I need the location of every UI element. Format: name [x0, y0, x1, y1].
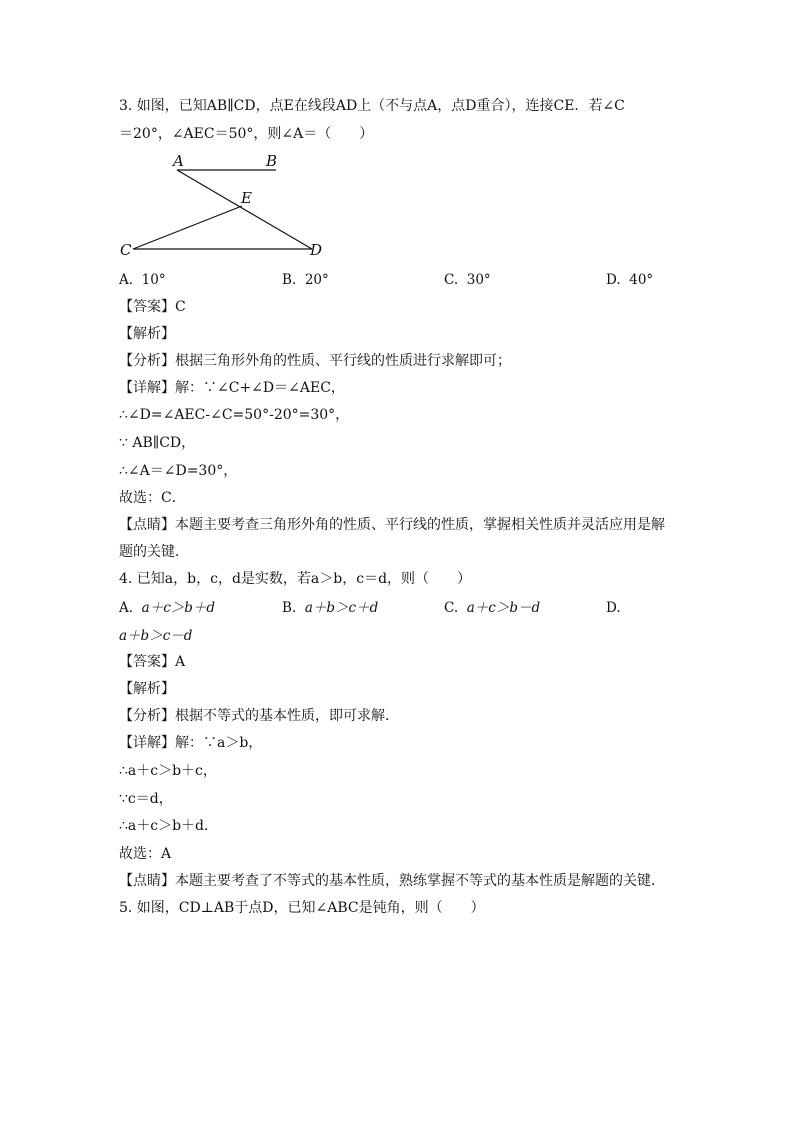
q4-choose: 故选：A — [119, 846, 172, 862]
q3-answer: 【答案】C — [119, 299, 186, 315]
q3-detail-3: ∵ AB∥CD， — [119, 435, 196, 451]
q4-option-b: B. a＋b＞c＋d — [282, 600, 379, 616]
q3-option-d: D. 40° — [606, 272, 654, 288]
q4-analysis-tag: 【解析】 — [119, 681, 175, 697]
q3-analysis-tag: 【解析】 — [119, 326, 175, 342]
q3-fenxi: 【分析】根据三角形外角的性质、平行线的性质进行求解即可； — [119, 353, 511, 369]
label-d: D — [310, 241, 323, 259]
q4-option-d-wrap: a＋b＞c－d — [119, 628, 193, 644]
segment-ce — [133, 206, 242, 249]
q4-detail-1: 【详解】解：∵a＞b， — [119, 735, 263, 751]
q3-option-a: A. 10° — [119, 272, 166, 288]
q4-detail-3: ∵c＝d， — [119, 791, 173, 807]
q4-option-a: A. a＋c＞b＋d — [119, 600, 216, 616]
label-b: B — [266, 152, 278, 170]
q3-comment-1: 【点睛】本题主要考查三角形外角的性质、平行线的性质，掌握相关性质并灵活应用是解 — [119, 517, 665, 533]
q4-detail-4: ∴a＋c＞b＋d． — [119, 818, 219, 834]
q3-option-b: B. 20° — [282, 272, 329, 288]
q4-answer: 【答案】A — [119, 654, 186, 670]
q3-choose: 故选：C． — [119, 490, 186, 506]
q4-option-c: C. a＋c＞b－d — [444, 600, 541, 616]
q3-stem-line2: ＝20°，∠AEC＝50°，则∠A＝（ ） — [119, 126, 374, 142]
q4-stem: 4. 已知a，b，c，d是实数，若a＞b，c＝d，则（ ） — [119, 571, 472, 587]
label-e: E — [241, 189, 252, 207]
q3-detail-1: 【详解】解：∵∠C+∠D＝∠AEC， — [119, 380, 345, 396]
q3-comment-2: 题的关键． — [119, 544, 189, 560]
label-a: A — [173, 152, 184, 170]
q4-comment: 【点睛】本题主要考查了不等式的基本性质，熟练掌握不等式的基本性质是解题的关键． — [119, 873, 665, 889]
q3-stem-line1: 3. 如图，已知AB∥CD，点E在线段AD上（不与点A，点D重合），连接CE．若∠C — [119, 98, 625, 114]
q3-option-c: C. 30° — [444, 272, 491, 288]
label-c: C — [120, 241, 132, 259]
q5-stem: 5. 如图，CD⊥AB于点D，已知∠ABC是钝角，则（ ） — [119, 900, 485, 916]
q3-detail-2: ∴∠D=∠AEC-∠C=50°-20°=30°， — [119, 407, 350, 423]
q4-fenxi: 【分析】根据不等式的基本性质，即可求解． — [119, 708, 399, 724]
q4-option-d: D. — [606, 600, 621, 616]
q4-detail-2: ∴a＋c＞b＋c， — [119, 763, 217, 779]
segment-ad — [177, 170, 312, 249]
q3-detail-4: ∴∠A＝∠D=30°， — [119, 463, 238, 479]
q3-geometry-figure — [115, 148, 335, 266]
